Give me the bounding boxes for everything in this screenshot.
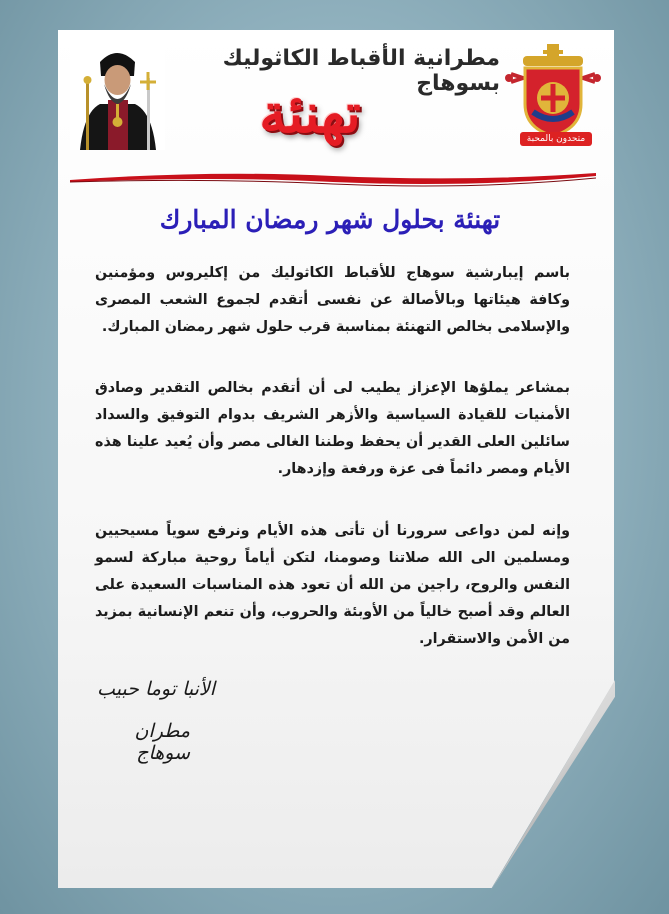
paragraph-1: باسم إيبارشية سوهاج للأقباط الكاثوليك من إكليروس ومؤمنين وكافة هيئاتها وبالأصالة عن نفسى أتقدم لجموع الشعب المصرى والإسلامى بخالص التهنئة بمناسبة قرب حلول شهر رمضان المبارك. xyxy=(95,265,570,335)
emblem-caption: متحدون بالمحبة xyxy=(520,132,592,146)
subheading: تهنئة بحلول شهر رمضان المبارك xyxy=(159,205,501,234)
decorative-divider xyxy=(70,168,596,190)
org-title: مطرانية الأقباط الكاثوليك بسوهاج xyxy=(222,46,500,96)
paragraph-2: بمشاعر يملؤها الإعزاز يطيب لى أن أتقدم بخالص التقدير وصادق الأمنيات للقيادة السياسية والأزهر الشريف بدوام التوفيق والسداد سائلين العلى القدير أن يحفظ وطننا الغالى مصر وأن يُعيد علينا هذه الأيام ومصر دائماً فى عزة ورفعة وإزدهار. xyxy=(95,380,570,477)
paragraph-3: وإنه لمن دواعى سرورنا أن تأتى هذه الأيام ونرفع سوياً مسيحيين ومسلمين الى الله صلاتنا وصومنا، لتكن أياماً روحية مباركة لسمو النفس والروح، راجين من الله أن تعود هذه المناسبات السعيدة على العالم وقد أصبح خالياً من الأوبئة والحروب، وأن تنعم الإنسانية بمزيد من الأمن والاستقرار. xyxy=(95,523,570,647)
greeting-title: تهنئة xyxy=(259,81,361,145)
signature-title: مطران سوهاج xyxy=(134,720,190,764)
bishop-portrait-icon xyxy=(70,42,165,150)
signature-name: الأنبا توما حبيب xyxy=(97,678,215,700)
